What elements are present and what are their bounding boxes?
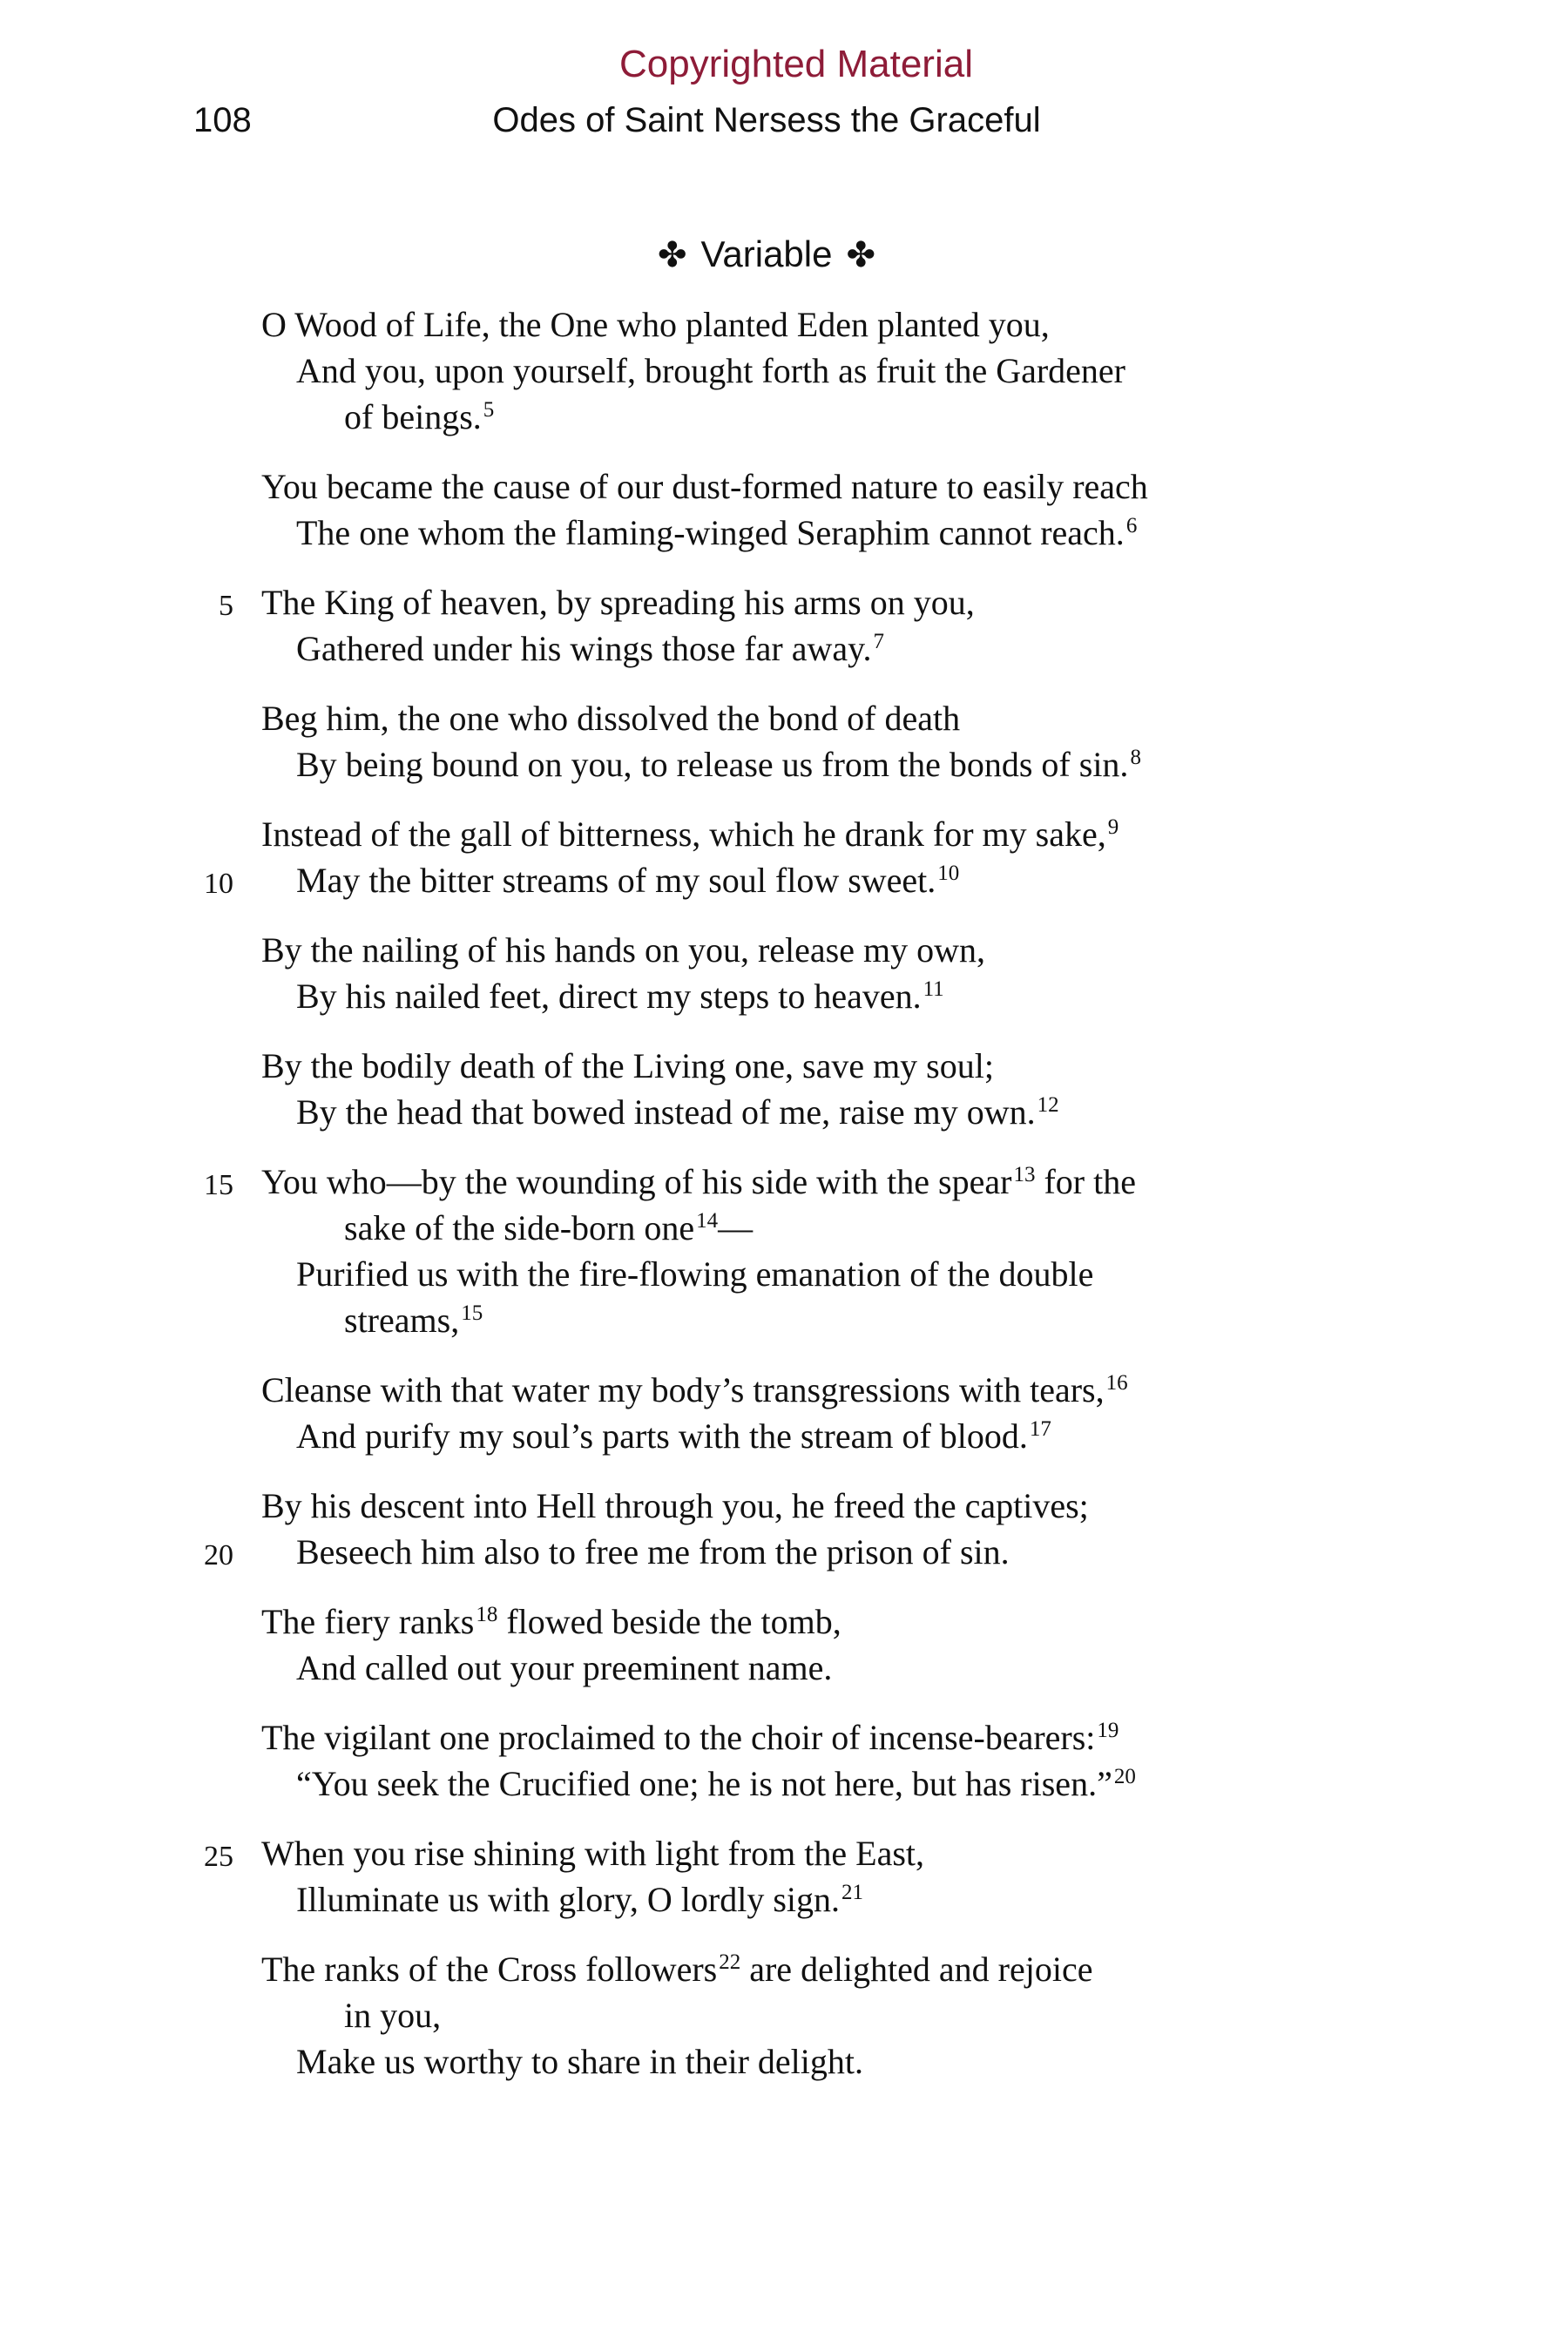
footnote-ref: 8 — [1130, 746, 1141, 769]
stanza — [261, 1367, 1394, 1459]
line-number: 5 — [219, 590, 233, 622]
poem-line: streams,$^{15}$ — [344, 1301, 483, 1340]
footnote-ref: 7 — [873, 630, 885, 653]
footnote-ref: 21 — [841, 1881, 864, 1904]
stanza — [261, 927, 1394, 1019]
poem-line: By his nailed feet, direct my steps to heaven.$^{11}$ — [296, 977, 944, 1016]
footnote-ref: 19 — [1097, 1719, 1119, 1742]
line-number: 10 — [204, 868, 233, 900]
poem-line: By the nailing of his hands on you, release my own, — [261, 930, 985, 970]
copyright-notice: Copyrighted Material — [619, 43, 973, 85]
poem-line: By the head that bowed instead of me, raise my own.$^{12}$ — [296, 1092, 1059, 1132]
line-number: 25 — [204, 1841, 233, 1873]
poem-line: By the bodily death of the Living one, save my soul; — [261, 1046, 994, 1085]
stanza — [204, 811, 1394, 903]
line-number: 20 — [204, 1539, 233, 1571]
poem-line: Make us worthy to share in their delight. — [296, 2042, 863, 2081]
poem-line: The vigilant one proclaimed to the choir of incense-bearers:$^{19}$ — [261, 1718, 1119, 1757]
running-title: Odes of Saint Nersess the Graceful — [492, 101, 1041, 139]
running-head — [0, 98, 1568, 143]
page-number: 108 — [193, 101, 252, 139]
stanza — [261, 1043, 1394, 1135]
stanza — [204, 1483, 1394, 1575]
footnote-ref: 17 — [1029, 1417, 1051, 1441]
footnote-ref: 18 — [476, 1603, 498, 1626]
stanza — [261, 1946, 1394, 2085]
section-title: Variable — [700, 233, 833, 274]
stanza — [261, 1598, 1394, 1691]
poem-line: You became the cause of our dust-formed nature to easily reach — [261, 467, 1148, 506]
stanza — [261, 1714, 1394, 1807]
poem-line: The fiery ranks$^{18}$ flowed beside the tomb, — [261, 1602, 841, 1641]
poem-line: 25 When you rise shining with light from the East, — [261, 1830, 1394, 1876]
stanza — [219, 579, 1394, 672]
footnote-ref: 22 — [719, 1950, 741, 1974]
poem-line: The ranks of the Cross followers$^{22}$ are delighted and rejoice — [261, 1950, 1093, 1989]
quatrefoil-ornament-left-icon: ✤ — [657, 236, 687, 274]
footnote-ref: 16 — [1105, 1371, 1128, 1395]
section-heading — [0, 230, 1551, 280]
stanza — [261, 463, 1394, 556]
poem — [204, 301, 1394, 2108]
footnote-ref: 13 — [1013, 1163, 1036, 1186]
footnote-ref: 5 — [483, 398, 495, 422]
footnote-ref: 20 — [1113, 1765, 1136, 1788]
poem-line: in you, — [344, 1996, 442, 2035]
poem-line: By his descent into Hell through you, he freed the captives; — [261, 1486, 1089, 1525]
stanza — [261, 301, 1394, 440]
poem-line: Purified us with the fire-flowing emanation of the double — [296, 1254, 1094, 1294]
poem-line: And you, upon yourself, brought forth as fruit the Gardener — [296, 351, 1125, 390]
poem-line: 20 Beseech him also to free me from the prison of sin. — [261, 1529, 1394, 1575]
stanza — [261, 695, 1394, 787]
footnote-ref: 14 — [696, 1209, 719, 1233]
footnote-ref: 15 — [461, 1301, 483, 1325]
poem-line: Cleanse with that water my body’s transgressions with tears,$^{16}$ — [261, 1370, 1128, 1409]
footnote-ref: 6 — [1125, 514, 1138, 537]
poem-line: Instead of the gall of bitterness, which he drank for my sake,$^9$ — [261, 814, 1119, 854]
poem-line: And called out your preeminent name. — [296, 1648, 833, 1687]
poem-line: 5 The King of heaven, by spreading his arms on you, — [261, 579, 1394, 625]
stanza — [204, 1830, 1394, 1923]
poem-line: O Wood of Life, the One who planted Eden planted you, — [261, 305, 1050, 344]
poem-line: sake of the side-born one$^{14}$— — [344, 1208, 754, 1247]
poem-line: 10 May the bitter streams of my soul flow sweet.$^{10}$ — [261, 857, 1394, 903]
poem-line: By being bound on you, to release us from the bonds of sin.$^8$ — [296, 745, 1141, 784]
footnote-ref: 10 — [937, 862, 960, 885]
poem-line: 15 You who—by the wounding of his side with the spear$^{13}$ for the — [261, 1159, 1394, 1205]
poem-line: The one whom the flaming-winged Seraphim cannot reach.$^6$ — [296, 513, 1138, 552]
footnote-ref: 11 — [923, 977, 944, 1001]
stanza — [204, 1159, 1394, 1343]
poem-line: And purify my soul’s parts with the stream of blood.$^{17}$ — [296, 1416, 1051, 1456]
poem-line: Gathered under his wings those far away.$^7$ — [296, 629, 885, 668]
line-number: 15 — [204, 1169, 233, 1201]
poem-line: Beg him, the one who dissolved the bond of death — [261, 699, 961, 738]
poem-line: of beings.$^5$ — [344, 397, 495, 436]
poem-line: Illuminate us with glory, O lordly sign.$^{21}$ — [296, 1880, 864, 1919]
poem-line: “You seek the Crucified one; he is not here, but has risen.”$^{20}$ — [296, 1764, 1136, 1803]
footnote-ref: 12 — [1037, 1093, 1059, 1117]
quatrefoil-ornament-right-icon: ✤ — [846, 236, 875, 274]
footnote-ref: 9 — [1107, 815, 1119, 839]
